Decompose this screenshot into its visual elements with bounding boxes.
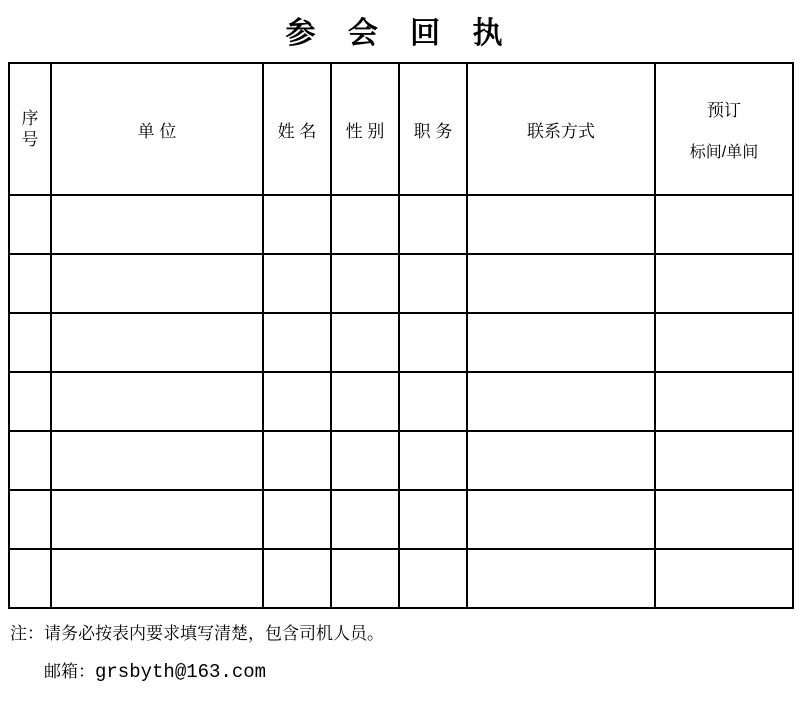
cell-booking[interactable] — [655, 254, 793, 313]
cell-sex[interactable] — [331, 490, 399, 549]
column-header-unit: 单 位 — [51, 63, 263, 195]
table-row — [9, 549, 793, 608]
cell-unit[interactable] — [51, 431, 263, 490]
cell-sex[interactable] — [331, 431, 399, 490]
table-row — [9, 372, 793, 431]
cell-duty[interactable] — [399, 549, 467, 608]
cell-contact[interactable] — [467, 549, 655, 608]
cell-name[interactable] — [263, 549, 331, 608]
cell-unit[interactable] — [51, 313, 263, 372]
cell-sex[interactable] — [331, 313, 399, 372]
cell-sex[interactable] — [331, 254, 399, 313]
cell-sequence[interactable] — [9, 549, 51, 608]
table-header — [9, 63, 793, 195]
cell-booking[interactable] — [655, 490, 793, 549]
cell-unit[interactable] — [51, 254, 263, 313]
column-header-sequence — [9, 63, 51, 195]
cell-contact[interactable] — [467, 254, 655, 313]
cell-duty[interactable] — [399, 254, 467, 313]
cell-duty[interactable] — [399, 431, 467, 490]
column-header-booking-line1: 预订 — [707, 101, 741, 120]
table-row — [9, 254, 793, 313]
cell-name[interactable] — [263, 254, 331, 313]
column-header-booking — [655, 63, 793, 195]
footer-notes — [0, 625, 800, 683]
registration-receipt-table — [8, 62, 794, 609]
column-header-sex: 性 别 — [331, 63, 399, 195]
cell-contact[interactable] — [467, 372, 655, 431]
cell-unit[interactable] — [51, 549, 263, 608]
cell-sequence[interactable] — [9, 490, 51, 549]
column-header-duty: 职 务 — [399, 63, 467, 195]
cell-name[interactable] — [263, 195, 331, 254]
cell-contact[interactable] — [467, 490, 655, 549]
table-row — [9, 313, 793, 372]
cell-booking[interactable] — [655, 431, 793, 490]
cell-contact[interactable] — [467, 313, 655, 372]
table-header-row — [9, 63, 793, 195]
cell-name[interactable] — [263, 313, 331, 372]
cell-contact[interactable] — [467, 195, 655, 254]
cell-sequence[interactable] — [9, 313, 51, 372]
table-row — [9, 195, 793, 254]
cell-sex[interactable] — [331, 549, 399, 608]
note-text: 注：请务必按表内要求填写清楚，包含司机人员。 — [10, 624, 384, 643]
cell-booking[interactable] — [655, 372, 793, 431]
column-header-name: 姓 名 — [263, 63, 331, 195]
cell-duty[interactable] — [399, 490, 467, 549]
cell-sex[interactable] — [331, 195, 399, 254]
cell-booking[interactable] — [655, 195, 793, 254]
cell-name[interactable] — [263, 431, 331, 490]
cell-contact[interactable] — [467, 431, 655, 490]
cell-unit[interactable] — [51, 195, 263, 254]
column-header-booking-line2: 标间/单间 — [689, 144, 759, 161]
cell-sex[interactable] — [331, 372, 399, 431]
email-line — [10, 662, 800, 683]
cell-name[interactable] — [263, 490, 331, 549]
cell-sequence[interactable] — [9, 431, 51, 490]
page-title: 参 会 回 执 — [285, 17, 515, 50]
column-header-sequence-line1: 序 — [21, 108, 39, 128]
column-header-contact: 联系方式 — [467, 63, 655, 195]
cell-sequence[interactable] — [9, 195, 51, 254]
table-row — [9, 431, 793, 490]
cell-booking[interactable] — [655, 313, 793, 372]
cell-duty[interactable] — [399, 372, 467, 431]
cell-sequence[interactable] — [9, 254, 51, 313]
cell-sequence[interactable] — [9, 372, 51, 431]
cell-duty[interactable] — [399, 313, 467, 372]
cell-unit[interactable] — [51, 490, 263, 549]
cell-unit[interactable] — [51, 372, 263, 431]
cell-booking[interactable] — [655, 549, 793, 608]
email-label: 邮箱： — [44, 661, 95, 681]
table-body — [9, 195, 793, 608]
table-row — [9, 490, 793, 549]
email-address[interactable]: grsbyth@163.com — [95, 660, 267, 683]
cell-name[interactable] — [263, 372, 331, 431]
column-header-sequence-line2: 号 — [21, 130, 39, 149]
cell-duty[interactable] — [399, 195, 467, 254]
